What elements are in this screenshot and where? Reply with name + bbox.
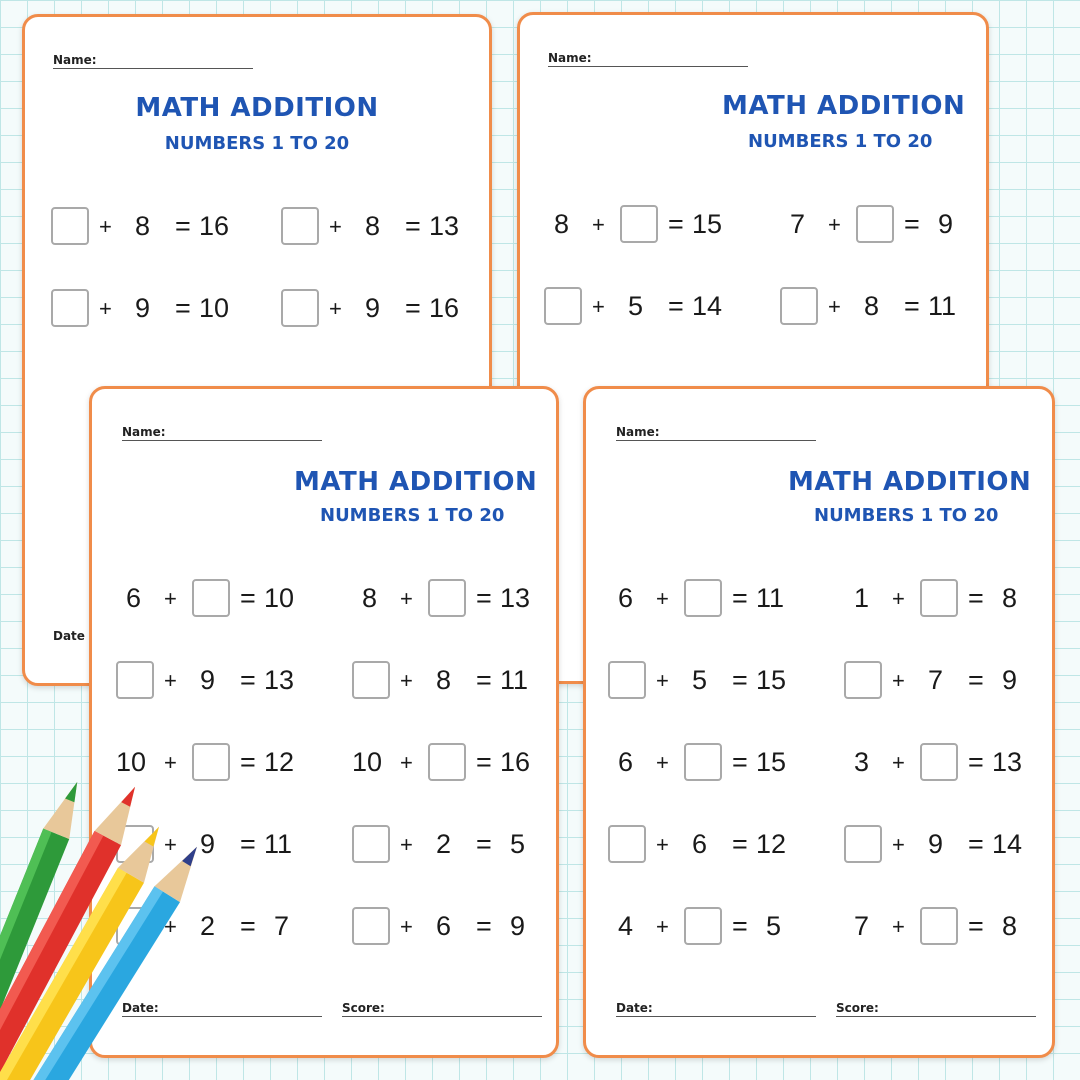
addition-problem	[608, 743, 808, 783]
answer-box[interactable]	[844, 825, 882, 863]
equals-sign: =	[904, 209, 920, 239]
answer-box[interactable]	[428, 579, 466, 617]
equals-sign: =	[668, 209, 684, 239]
addition-problem	[844, 907, 1044, 947]
sum: 5	[766, 911, 782, 941]
equals-sign: =	[476, 829, 492, 859]
equals-sign: =	[240, 583, 256, 613]
date-field: Date:	[616, 1001, 816, 1017]
addition-problem	[608, 825, 808, 865]
sum: 10	[199, 293, 230, 323]
worksheet-title: MATH ADDITION	[294, 467, 538, 497]
plus-sign: +	[400, 914, 413, 939]
answer-box[interactable]	[684, 579, 722, 617]
sum: 9	[510, 911, 526, 941]
addend-b: 2	[200, 911, 216, 941]
answer-box[interactable]	[844, 661, 882, 699]
sum: 15	[756, 665, 787, 695]
addend-b: 8	[365, 211, 381, 241]
addend-a: 6	[618, 747, 634, 777]
equals-sign: =	[240, 747, 256, 777]
addend-b: 7	[928, 665, 944, 695]
sum: 14	[992, 829, 1023, 859]
date-field: Date	[53, 629, 85, 643]
equals-sign: =	[968, 583, 984, 613]
answer-box[interactable]	[352, 825, 390, 863]
addend-b: 9	[135, 293, 151, 323]
plus-sign: +	[164, 914, 177, 939]
sum: 11	[264, 829, 293, 859]
colored-pencils	[0, 770, 230, 1080]
addition-problem	[844, 743, 1044, 783]
answer-box[interactable]	[428, 743, 466, 781]
equals-sign: =	[668, 291, 684, 321]
sum: 7	[274, 911, 290, 941]
addend-b: 9	[200, 829, 216, 859]
addition-problem	[352, 661, 552, 701]
plus-sign: +	[656, 914, 669, 939]
addition-problem	[844, 661, 1044, 701]
addition-problem	[608, 579, 808, 619]
plus-sign: +	[656, 586, 669, 611]
plus-sign: +	[99, 214, 112, 239]
sum: 9	[1002, 665, 1018, 695]
addition-problem	[51, 289, 251, 329]
addend-a: 1	[854, 583, 870, 613]
sum: 12	[264, 747, 295, 777]
addend-b: 2	[436, 829, 452, 859]
sum: 13	[429, 211, 460, 241]
answer-box[interactable]	[684, 907, 722, 945]
answer-box[interactable]	[856, 205, 894, 243]
equals-sign: =	[904, 291, 920, 321]
sum: 15	[692, 209, 723, 239]
answer-box[interactable]	[920, 907, 958, 945]
equals-sign: =	[476, 911, 492, 941]
answer-box[interactable]	[352, 661, 390, 699]
sum: 9	[938, 209, 954, 239]
equals-sign: =	[732, 665, 748, 695]
worksheet-title: MATH ADDITION	[788, 467, 1032, 497]
score-field: Score:	[342, 1001, 542, 1017]
addend-b: 5	[692, 665, 708, 695]
addend-a: 4	[618, 911, 634, 941]
worksheet-subtitle: NUMBERS 1 TO 20	[320, 505, 505, 526]
answer-box[interactable]	[51, 207, 89, 245]
sum: 11	[500, 665, 529, 695]
answer-box[interactable]	[281, 207, 319, 245]
addend-b: 6	[436, 911, 452, 941]
equals-sign: =	[476, 583, 492, 613]
answer-box[interactable]	[608, 661, 646, 699]
plus-sign: +	[592, 212, 605, 237]
addition-problem	[352, 743, 552, 783]
sum: 8	[1002, 583, 1018, 613]
answer-box[interactable]	[281, 289, 319, 327]
plus-sign: +	[892, 668, 905, 693]
addition-problem	[352, 579, 552, 619]
addend-a: 8	[362, 583, 378, 613]
addend-a: 8	[554, 209, 570, 239]
equals-sign: =	[732, 747, 748, 777]
name-field: Name:	[548, 51, 748, 67]
addend-b: 8	[436, 665, 452, 695]
addition-problem	[352, 907, 552, 947]
addend-a: 7	[854, 911, 870, 941]
plus-sign: +	[892, 586, 905, 611]
worksheet-subtitle: NUMBERS 1 TO 20	[814, 505, 999, 526]
name-field: Name:	[122, 425, 322, 441]
equals-sign: =	[476, 665, 492, 695]
answer-box[interactable]	[116, 661, 154, 699]
answer-box[interactable]	[352, 907, 390, 945]
sum: 16	[199, 211, 230, 241]
equals-sign: =	[175, 211, 191, 241]
addend-a: 6	[618, 583, 634, 613]
equals-sign: =	[240, 665, 256, 695]
worksheet-title: MATH ADDITION	[722, 91, 966, 121]
plus-sign: +	[329, 214, 342, 239]
plus-sign: +	[892, 832, 905, 857]
sum: 5	[510, 829, 526, 859]
plus-sign: +	[656, 668, 669, 693]
worksheet-subtitle: NUMBERS 1 TO 20	[164, 133, 350, 154]
plus-sign: +	[892, 914, 905, 939]
addition-problem	[844, 825, 1044, 865]
addition-problem	[352, 825, 552, 865]
sum: 8	[1002, 911, 1018, 941]
addend-a: 10	[116, 747, 147, 777]
answer-box[interactable]	[620, 205, 658, 243]
plus-sign: +	[892, 750, 905, 775]
equals-sign: =	[732, 829, 748, 859]
sum: 16	[429, 293, 460, 323]
answer-box[interactable]	[192, 579, 230, 617]
addend-a: 3	[854, 747, 870, 777]
plus-sign: +	[400, 668, 413, 693]
worksheet-title: MATH ADDITION	[135, 93, 379, 123]
equals-sign: =	[968, 665, 984, 695]
worksheet-subtitle: NUMBERS 1 TO 20	[748, 131, 933, 152]
equals-sign: =	[240, 911, 256, 941]
addend-a: 6	[126, 583, 142, 613]
answer-box[interactable]	[608, 825, 646, 863]
plus-sign: +	[329, 296, 342, 321]
addend-a: 7	[790, 209, 806, 239]
sum: 11	[756, 583, 785, 613]
addend-b: 8	[135, 211, 151, 241]
plus-sign: +	[400, 832, 413, 857]
equals-sign: =	[405, 211, 421, 241]
sum: 13	[500, 583, 531, 613]
sum: 10	[264, 583, 295, 613]
plus-sign: +	[400, 586, 413, 611]
plus-sign: +	[656, 832, 669, 857]
addition-problem	[844, 579, 1044, 619]
plus-sign: +	[828, 294, 841, 319]
equals-sign: =	[175, 293, 191, 323]
sum: 16	[500, 747, 531, 777]
addition-problem	[116, 579, 316, 619]
addition-problem	[544, 287, 744, 327]
addition-problem	[281, 289, 481, 329]
addend-b: 9	[365, 293, 381, 323]
addition-problem	[780, 287, 980, 327]
name-field: Name:	[616, 425, 816, 441]
addition-problem	[608, 661, 808, 701]
addend-b: 9	[200, 665, 216, 695]
equals-sign: =	[968, 829, 984, 859]
sum: 15	[756, 747, 787, 777]
addend-b: 8	[864, 291, 880, 321]
plus-sign: +	[592, 294, 605, 319]
plus-sign: +	[164, 750, 177, 775]
addend-a: 10	[352, 747, 383, 777]
equals-sign: =	[968, 911, 984, 941]
worksheet-4	[583, 386, 1055, 1058]
name-field: Name:	[53, 53, 253, 69]
answer-box[interactable]	[920, 579, 958, 617]
equals-sign: =	[732, 911, 748, 941]
plus-sign: +	[656, 750, 669, 775]
plus-sign: +	[99, 296, 112, 321]
plus-sign: +	[164, 832, 177, 857]
answer-box[interactable]	[920, 743, 958, 781]
equals-sign: =	[405, 293, 421, 323]
answer-box[interactable]	[780, 287, 818, 325]
addition-problem	[51, 207, 251, 247]
equals-sign: =	[732, 583, 748, 613]
plus-sign: +	[400, 750, 413, 775]
addition-problem	[281, 207, 481, 247]
answer-box[interactable]	[51, 289, 89, 327]
answer-box[interactable]	[544, 287, 582, 325]
sum: 13	[992, 747, 1023, 777]
addition-problem	[608, 907, 808, 947]
score-field: Score:	[836, 1001, 1036, 1017]
equals-sign: =	[240, 829, 256, 859]
addend-b: 9	[928, 829, 944, 859]
addend-b: 5	[628, 291, 644, 321]
addition-problem	[780, 205, 980, 245]
plus-sign: +	[164, 668, 177, 693]
equals-sign: =	[968, 747, 984, 777]
plus-sign: +	[828, 212, 841, 237]
addition-problem	[544, 205, 744, 245]
plus-sign: +	[164, 586, 177, 611]
sum: 12	[756, 829, 787, 859]
addition-problem	[116, 661, 316, 701]
sum: 11	[928, 291, 957, 321]
sum: 13	[264, 665, 295, 695]
equals-sign: =	[476, 747, 492, 777]
answer-box[interactable]	[684, 743, 722, 781]
addend-b: 6	[692, 829, 708, 859]
sum: 14	[692, 291, 723, 321]
date-field: Date:	[122, 1001, 322, 1017]
